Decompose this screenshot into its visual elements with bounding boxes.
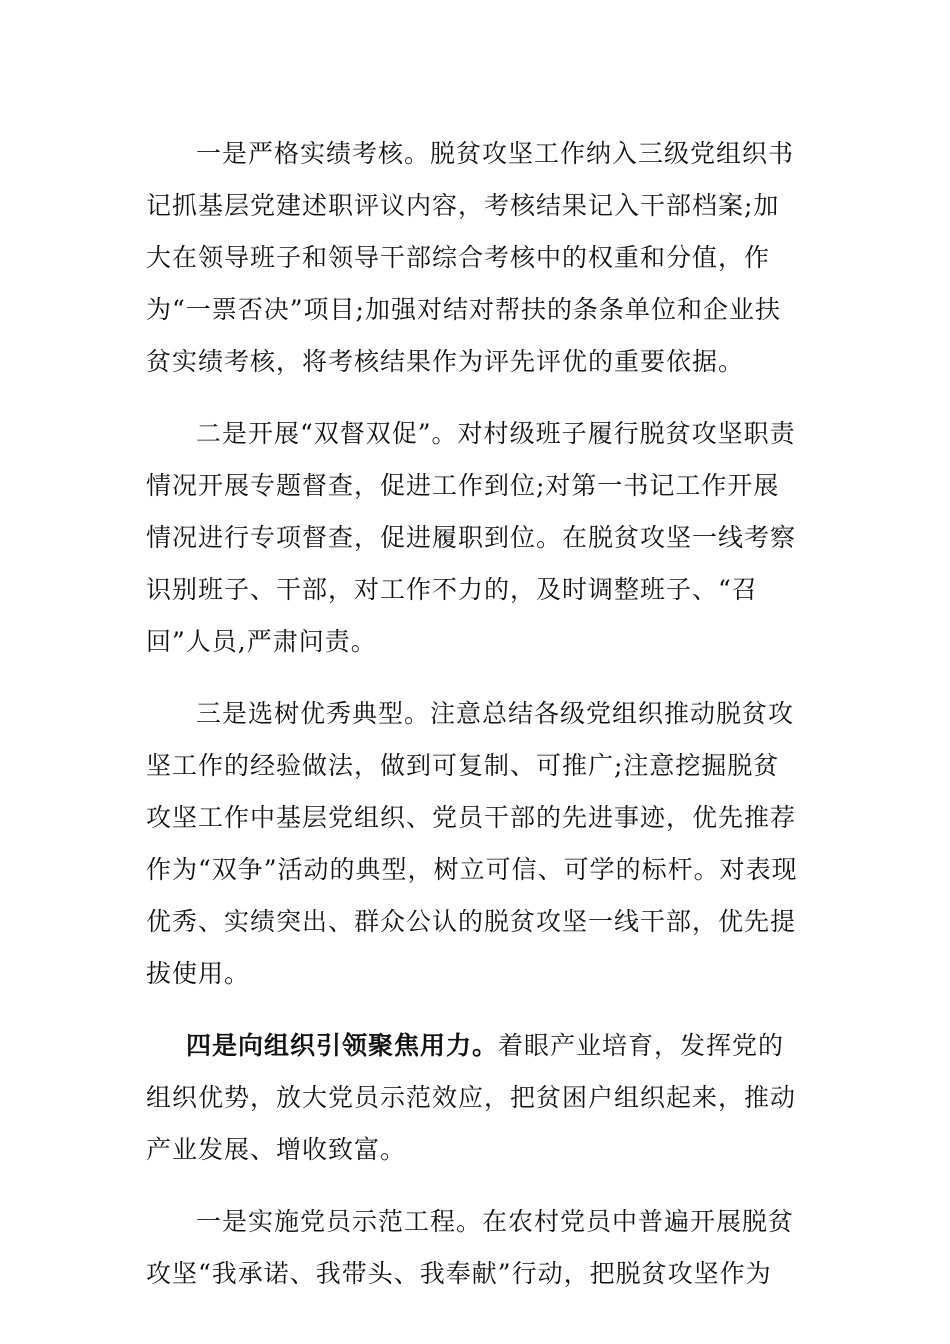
paragraph-double-supervision <box>146 408 798 668</box>
paragraph-model-selection <box>146 688 798 1000</box>
paragraph-performance-assessment <box>146 128 798 388</box>
paragraph-text: 着眼产业培育，发挥党的组织优势，放大党员示范效应，把贫困户组织起来，推动产业发展、增收致富。 <box>146 1031 797 1164</box>
paragraph-text: 三是选树优秀典型。注意总结各级党组织推动脱贫攻坚工作的经验做法，做到可复制、可推广;注意挖掘脱贫攻坚工作中基层党组织、党员干部的先进事迹，优先推荐作为“双争”活动的典型，树立可信、可学的标杆。对表现优秀、实绩突出、群众公认的脱贫攻坚一线干部，优先提拔使用。 <box>146 699 798 988</box>
paragraph-text: 一是严格实绩考核。脱贫攻坚工作纳入三级党组织书记抓基层党建述职评议内容，考核结果记入干部档案;加大在领导班子和领导干部综合考核中的权重和分值，作为“一票否决”项目;加强对结对帮扶的条条单位和企业扶贫实绩考核，将考核结果作为评先评优的重要依据。 <box>146 139 795 376</box>
paragraph-party-member-demonstration <box>146 1196 798 1300</box>
document-body <box>146 128 798 1320</box>
paragraph-text: 一是实施党员示范工程。在农村党员中普遍开展脱贫攻坚“我承诺、我带头、我奉献”行动，把脱贫攻坚作为 <box>146 1207 795 1288</box>
paragraph-text: 二是开展“双督双促”。对村级班子履行脱贫攻坚职责情况开展专题督查，促进工作到位;对第一书记工作开展情况进行专项督查，促进履职到位。在脱贫攻坚一线考察识别班子、干部，对工作不力的，及时调整班子、“召回”人员,严肃问责。 <box>146 419 797 656</box>
paragraph-organization-leading <box>146 1020 798 1176</box>
paragraph-bold-lead: 四是向组织引领聚焦用力。 <box>186 1031 499 1060</box>
